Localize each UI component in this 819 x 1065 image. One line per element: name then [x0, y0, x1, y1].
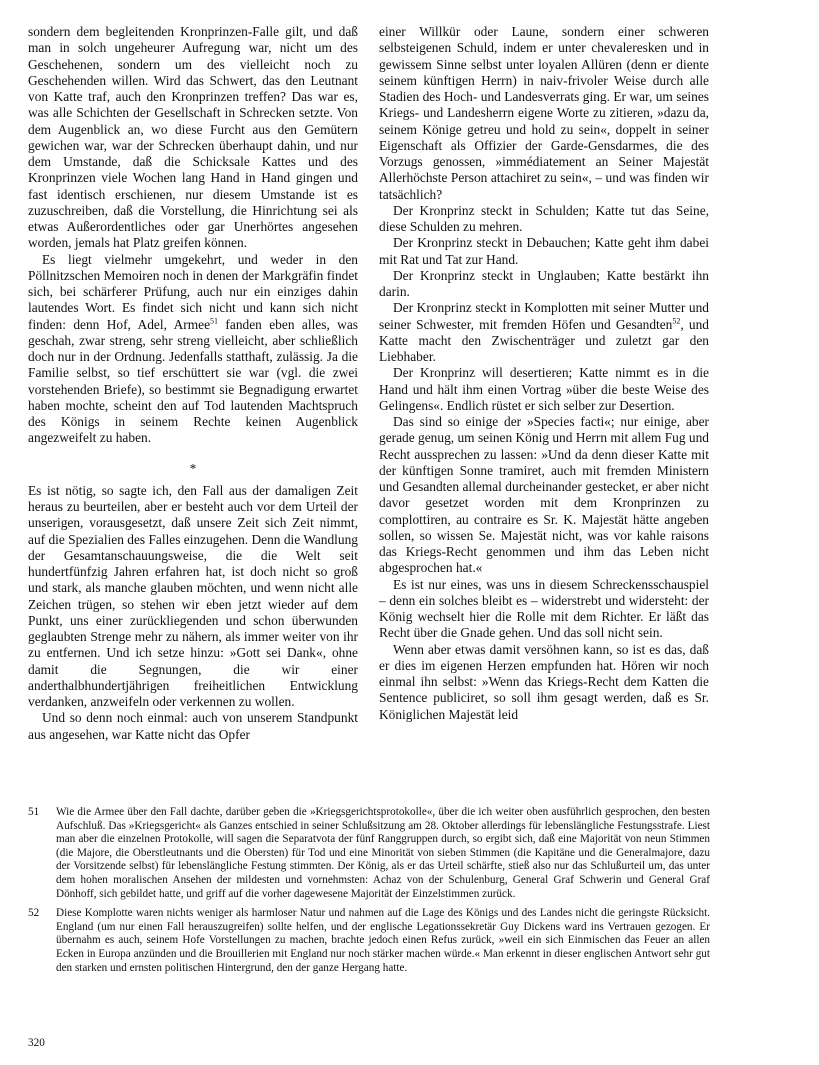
paragraph: Der Kronprinz steckt in Debauchen; Katte geht ihm dabei mit Rat und Tat zur Hand.	[379, 235, 709, 267]
page-number: 320	[28, 1037, 45, 1049]
paragraph: Das sind so einige der »Species facti«; nur einige, aber gerade genug, um seinen König und Herrn mit allem Fug und Recht aussprechen zu lassen: »Und da denn dieser Katte mit der künftigen Sonne tramiret, auch mit fremden Ministern und Gesandten allemal durcheinander gestecket, er aber nicht davor gesetzet worden mit dem Kronprinzen zu complottiren, au contraire es Sr. K. Majestät hätte angeben sollen, so wissen Se. Majestät nicht, was vor kahle raisons das Kriegs-Recht genommen und ihm das Leben nicht abgesprochen hat.«	[379, 414, 709, 576]
footnote-text: Diese Komplotte waren nichts weniger als harmloser Natur und nahmen auf die Lage des Königs und des Landes nicht die geringste Rücksicht. England (um nur einen Fall herauszugreifen) sollte helfen, und der englische Legationssekretär Guy Dickens ward ins Vertrauen gezogen. Er übernahm es auch, seinem Hofe Vorstellungen zu machen, brachte jedoch einen Refus zurück, »weil ein sich Einmischen das Feuer an allen Ecken in Europa anzünden und die Brouillerien mit England nur noch stärker machen würde.« Man erkennt in dieser englischen Antwort sehr gut den starken und ernsten politischen Hintergrund, den der ganze Hergang hatte.	[56, 907, 710, 974]
paragraph: Es ist nötig, so sagte ich, den Fall aus der damaligen Zeit heraus zu beurteilen, aber er besteht auch vor dem Urteil der unserigen, vorausgesetzt, daß unsere Zeit sich Zeit nimmt, auf die Spezialien des Falles einzugehen. Denn die Wandlung der Gesamtanschauungsweise, die die Welt seit hundertfünfzig Jahren erfahren hat, ist doch nicht so groß und stark, als manche glauben möchten, und wenn nicht alle Zeichen trügen, so stehen wir eben jetzt wieder auf dem Punkt, uns einer zurückliegenden und schon überwunden geglaubten Strenge mehr zu nähern, als immer weiter von ihr zu entfernen. Und ich setze hinzu: »Gott sei Dank«, ohne damit die Segnungen, die wir einer anderthalbhundertjährigen freiheitlichen Entwicklung verdanken, anzweifeln oder verkennen zu wollen.	[28, 482, 358, 709]
paragraph: einer Willkür oder Laune, sondern einer schweren selbsteigenen Schuld, indem er unter chevaleresken und in gewissem Sinne selbst unter loyalen Allüren (denn er diente seinem künftigen Herrn) in naiv-frivoler Weise durch alle Stadien des Hoch- und Landesverrats ging. Er war, um seines Kriegs- und Landesherrn eigene Worte zu zitieren, »dazu da, seinem Könige getreu und hold zu sein«, doppelt in seiner Eigenschaft als Offizier der Garde-Gensdarmes, die des Vorzugs genossen, »immédiatement an Seiner Majestät Allerhöchste Person attachiret zu sein«, – und was finden wir tatsächlich?	[379, 24, 709, 202]
paragraph-text: , und Katte macht den Zwischenträger und zuletzt gar den Liebhaber.	[379, 316, 709, 364]
section-separator: *	[189, 460, 197, 476]
paragraph: Und so denn noch einmal: auch von unserem Standpunkt aus angesehen, war Katte nicht das Opfer	[28, 710, 358, 742]
left-column	[28, 24, 358, 743]
footnote-ref-51[interactable]: 51	[210, 316, 219, 326]
paragraph: Der Kronprinz will desertieren; Katte nimmt es in die Hand und hält ihm einen Vortrag »über die beste Weise des Gelingens«. Endlich rüstet er sich selber zur Desertion.	[379, 365, 709, 413]
paragraph-text: fanden eben alles, was geschah, zwar streng, sehr streng vielleicht, aber schließlich doch nur in der Ordnung. Jedenfalls statthaft, zulässig. Ja die Familie selbst, so tief erschüttert sie war (vgl. die zwei vorstehenden Briefe), so bestimmt sie Begnadigung erwartet haben mochte, scheint den auf Tod lautenden Machtspruch des Königs in seinem Rechte keinen Augenblick angezweifelt zu haben.	[28, 316, 359, 446]
footnote-text: Wie die Armee über den Fall dachte, darüber geben die »Kriegsgerichtsprotokolle«, über die ich weiter oben ausführlich gesprochen, den besten Aufschluß. Das »Kriegsgericht« als Ganzes entschied in seiner Schlußsitzung am 28. Oktober allerdings für lebenslängliche Festungsstrafe. Liest man aber die einzelnen Protokolle, will sagen die Separatvota der fünf Ranggruppen durch, so ergibt sich, daß eine Majorität von neun Stimmen (die Majore, die Oberstleutnants und die Obersten) für Tod und eine Minorität von sieben Stimmen (die Kapitäne und die Generalmajore, dazu der Vorsitzende selbst) für lebenslängliche Festung stimmten. Der König, als er das Urteil schärfte, stieß also nur das Schlußurteil um, das unter dem hohen moralischen Ansehen der mildesten und vornehmsten: Achaz von der Schulenburg, General Graf Schwerin und General Graf Dönhoff, sich gebildet hatte, und griff auf die vorher dagewesene Majorität der Einzelstimmen zurück.	[56, 806, 710, 900]
footnote-52	[28, 907, 710, 975]
footnote-number: 52	[28, 907, 40, 920]
footnote-number: 51	[28, 806, 40, 818]
footnotes	[28, 806, 710, 981]
right-column	[379, 24, 709, 723]
paragraph: Wenn aber etwas damit versöhnen kann, so ist es das, daß er dies im eigenen Herzen empfunden hat. Hören wir noch einmal ihn selbst: »Wenn das Kriegs-Recht dem Katten die Sentence publiciret, so soll ihm gesagt werden, daß es Sr. Königlichen Majestät leid	[379, 641, 709, 722]
paragraph: sondern dem begleitenden Kronprinzen-Falle gilt, und daß man in solch ungeheurer Aufregung war, nicht um des Geschehenen, sondern um des vielleicht noch zu Geschehenden willen. Wird das Schwert, das den Leutnant von Katte traf, auch den Kronprinzen treffen? Das war es, was alle Schichten der Gesellschaft in Schrecken setzte. Von dem Augenblick an, wo diese Furcht aus den Gemütern gewichen war, war der Schrecken überhaupt dahin, und nur dem Umstande, daß die Schicksale Kattes und des Kronprinzen viele Wochen lang Hand in Hand gingen und fast identisch erschienen, nur diesem Umstande ist es zuzuschreiben, daß die Vorstellung, die Hinrichtung sei als etwas Außerordentliches oder gar Unerhörtes angesehen worden, jemals hat Platz greifen können.	[28, 24, 358, 251]
paragraph: Es ist nur eines, was uns in diesem Schreckensschauspiel – denn ein solches bleibt es – widerstrebt und widersteht: der König wechselt hier die Rolle mit dem Richter. Er läßt das Recht über die Gnade gehen. Und das soll nicht sein.	[379, 576, 709, 641]
paragraph-text: Es liegt vielmehr umgekehrt, und weder in den Pöllnitzschen Memoiren noch in denen der Markgräfin findet sich, bei schärferer Prüfung, auch nur ein einziges dahin lautendes Wort. Es findet sich nicht und kann sich nicht finden: denn Hof, Adel, Armee	[28, 251, 358, 332]
paragraph: Der Kronprinz steckt in Unglauben; Katte bestärkt ihn darin.	[379, 267, 709, 299]
paragraph: Der Kronprinz steckt in Schulden; Katte tut das Seine, diese Schulden zu mehren.	[379, 202, 709, 234]
paragraph	[379, 300, 709, 365]
footnote-51	[28, 806, 710, 901]
paragraph	[28, 252, 358, 447]
paragraph-text: Der Kronprinz steckt in Komplotten mit seiner Mutter und seiner Schwester, mit fremden Höfen und Gesandten	[379, 300, 709, 332]
footnote-ref-52[interactable]: 52	[672, 316, 681, 326]
